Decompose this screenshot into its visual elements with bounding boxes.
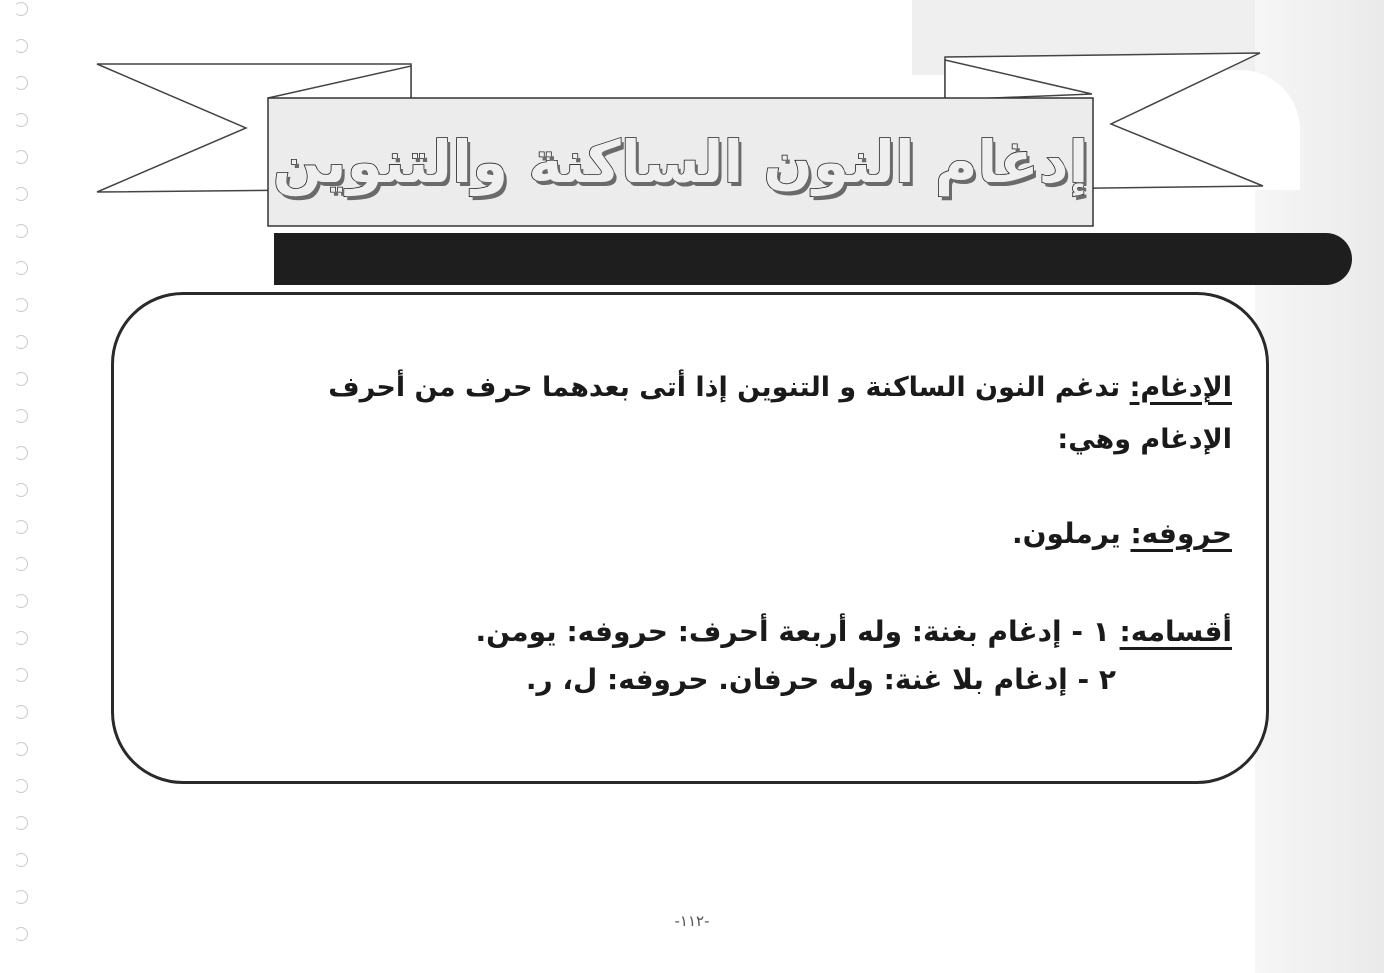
types-label: أقسامه: xyxy=(1119,615,1232,648)
letters-label: حروفه: xyxy=(1130,517,1232,550)
definition-line-2: الإدغام وهي: xyxy=(1057,424,1232,455)
types-item-2: ٢ - إدغام بلا غنة: وله حرفان. حروفه: ل، ر. xyxy=(525,663,1116,696)
definition-label: الإدغام: xyxy=(1129,372,1232,403)
definition-text: تدغم النون الساكنة و التنوين إذا أتى بعدهما حرف من أحرف xyxy=(328,372,1121,403)
page-number: -١١٢- xyxy=(674,912,710,930)
types-line-1 xyxy=(475,615,1232,648)
page-title: إدغام النون الساكنة والتنوين xyxy=(272,128,1089,196)
definition-line-1 xyxy=(328,372,1232,403)
types-item-1: ١ - إدغام بغنة: وله أربعة أحرف: حروفه: يومن. xyxy=(475,615,1110,648)
letters-line xyxy=(1012,517,1232,550)
letters-text: يرملون. xyxy=(1011,517,1121,550)
title-underline-bar xyxy=(274,233,1352,285)
